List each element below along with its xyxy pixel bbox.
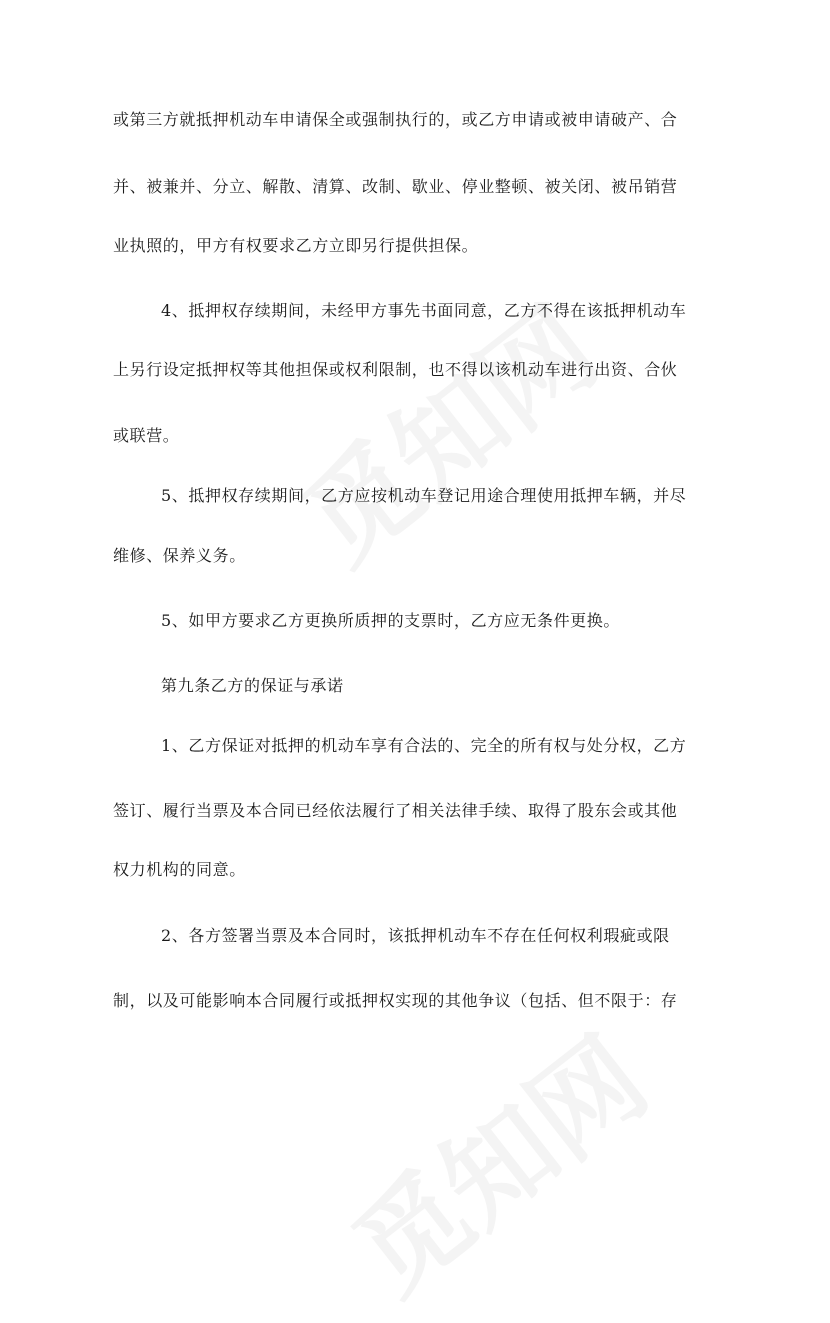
paragraph-line: 5、如甲方要求乙方更换所质押的支票时，乙方应无条件更换。 xyxy=(161,611,620,630)
paragraph-line: 上另行设定抵押权等其他担保或权利限制，也不得以该机动车进行出资、合伙 xyxy=(113,360,678,379)
paragraph-line: 维修、保养义务。 xyxy=(113,546,246,565)
paragraph-line: 权力机构的同意。 xyxy=(113,860,246,879)
paragraph-line: 4、抵押权存续期间，未经甲方事先书面同意，乙方不得在该抵押机动车 xyxy=(161,301,687,320)
paragraph-line: 签订、履行当票及本合同已经依法履行了相关法律手续、取得了股东会或其他 xyxy=(113,801,678,820)
paragraph-line: 或第三方就抵押机动车申请保全或强制执行的，或乙方申请或被申请破产、合 xyxy=(113,110,678,129)
watermark xyxy=(316,995,673,1323)
paragraph-line: 制，以及可能影响本合同履行或抵押权实现的其他争议（包括、但不限于：存 xyxy=(113,991,678,1010)
paragraph-line: 5、抵押权存续期间，乙方应按机动车登记用途合理使用抵押车辆，并尽 xyxy=(161,486,687,505)
paragraph-line: 或联营。 xyxy=(113,426,180,445)
section-heading: 第九条乙方的保证与承诺 xyxy=(161,676,344,695)
paragraph-line: 2、各方签署当票及本合同时，该抵押机动车不存在任何权利瑕疵或限 xyxy=(161,926,670,945)
paragraph-line: 并、被兼并、分立、解散、清算、改制、歇业、停业整顿、被关闭、被吊销营 xyxy=(113,177,678,196)
paragraph-line: 1、乙方保证对抵押的机动车享有合法的、完全的所有权与处分权，乙方 xyxy=(161,736,687,755)
paragraph-line: 业执照的，甲方有权要求乙方立即另行提供担保。 xyxy=(113,236,479,255)
